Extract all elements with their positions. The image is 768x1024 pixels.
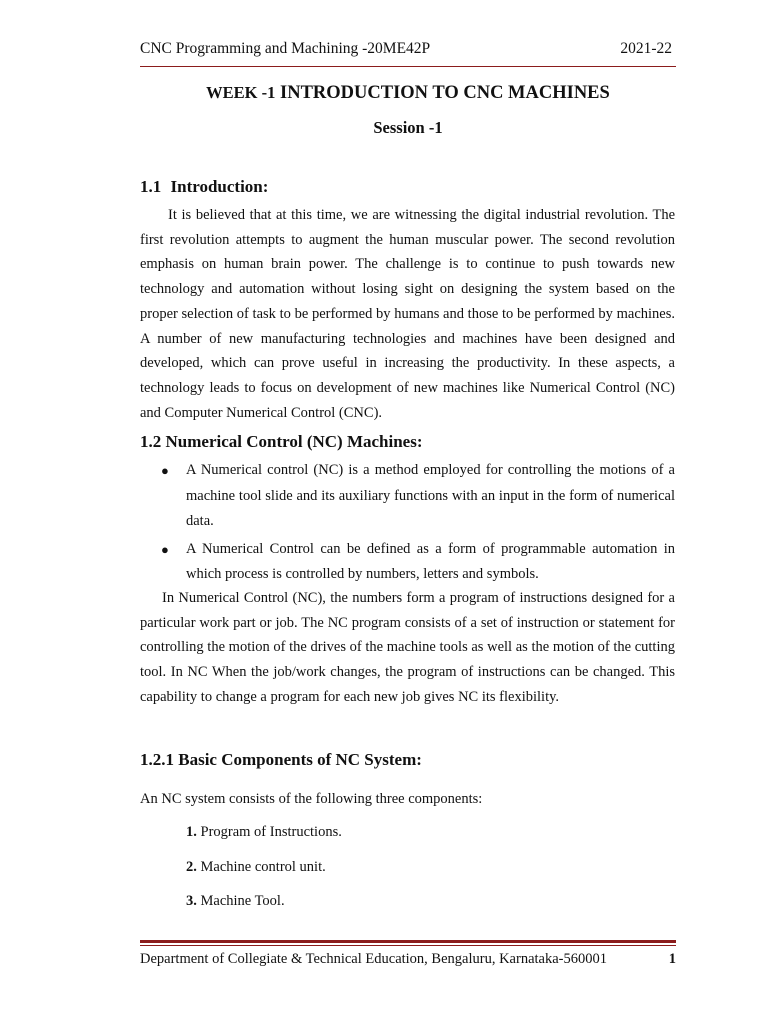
- footer-department: Department of Collegiate & Technical Education, Bengaluru, Karnataka-560001: [140, 951, 607, 967]
- title-main: INTRODUCTION TO CNC MACHINES: [280, 83, 610, 103]
- section-heading-components: 1.2.1 Basic Components of NC System:: [140, 750, 422, 769]
- session-label: Session -1: [373, 118, 443, 137]
- bullet-text: A Numerical control (NC) is a method employed for controlling the motions of a machine tool slide and its auxiliary functions with an input in the form of numerical data.: [186, 462, 675, 529]
- header-academic-year: 2021-22: [620, 40, 672, 57]
- running-header: [140, 40, 672, 58]
- page-title: [140, 83, 676, 104]
- footer-rule-thin: [140, 945, 676, 946]
- running-footer: [140, 951, 676, 968]
- introduction-paragraph: It is believed that at this time, we are witnessing the digital industrial revolution. The first revolution attempts to augment the human muscular power. The second revolution emphasis on human brain power. The challenge is to continue to push towards new technology and automation without losing sight on designing the system based on the proper selection of task to be performed by humans and those to be performed by machines. A number of new manufacturing technologies and machines have been designed and developed, which can prove useful in increasing the productivity. In these aspects, a technology leads to focus on development of new machines like Numerical Control (NC) and Computer Numerical Control (CNC).: [140, 207, 675, 421]
- item-number: 3.: [186, 893, 197, 909]
- nc-bullet-list: [140, 458, 675, 590]
- section-number: 1.1: [140, 177, 162, 196]
- page-number: 1: [668, 951, 676, 967]
- list-item: [140, 537, 675, 588]
- item-text: Machine control unit.: [200, 859, 326, 875]
- bullet-text: A Numerical Control can be defined as a form of programmable automation in which process is controlled by numbers, letters and symbols.: [186, 540, 675, 582]
- bullet-icon: ●: [161, 463, 169, 478]
- list-item: [186, 824, 342, 841]
- item-text: Machine Tool.: [200, 893, 285, 909]
- section-heading-introduction: [140, 177, 268, 197]
- header-course-title: CNC Programming and Machining -20ME42P: [140, 40, 431, 57]
- components-lead-text: An NC system consists of the following three components:: [140, 791, 483, 807]
- section-title: Introduction:: [170, 177, 269, 196]
- list-item: [186, 859, 326, 876]
- header-rule: [140, 66, 676, 67]
- nc-paragraph: In Numerical Control (NC), the numbers form a program of instructions designed for a particular work part or job. The NC program consists of a set of instruction or statement for controlling the motion of the drives of the machine tools as well as the motion of the cutting tool. In NC When the job/work changes, the program of instructions can be changed. This capability to change a program for each new job gives NC its flexibility.: [140, 590, 675, 705]
- item-number: 2.: [186, 859, 197, 875]
- item-number: 1.: [186, 824, 197, 840]
- footer-rule-thick: [140, 940, 676, 943]
- list-item: [186, 893, 285, 910]
- list-item: [140, 458, 675, 535]
- section-heading-nc-machines: 1.2 Numerical Control (NC) Machines:: [140, 432, 423, 451]
- item-text: Program of Instructions.: [200, 824, 342, 840]
- bullet-icon: ●: [161, 541, 169, 557]
- title-week: WEEK -1: [206, 83, 276, 102]
